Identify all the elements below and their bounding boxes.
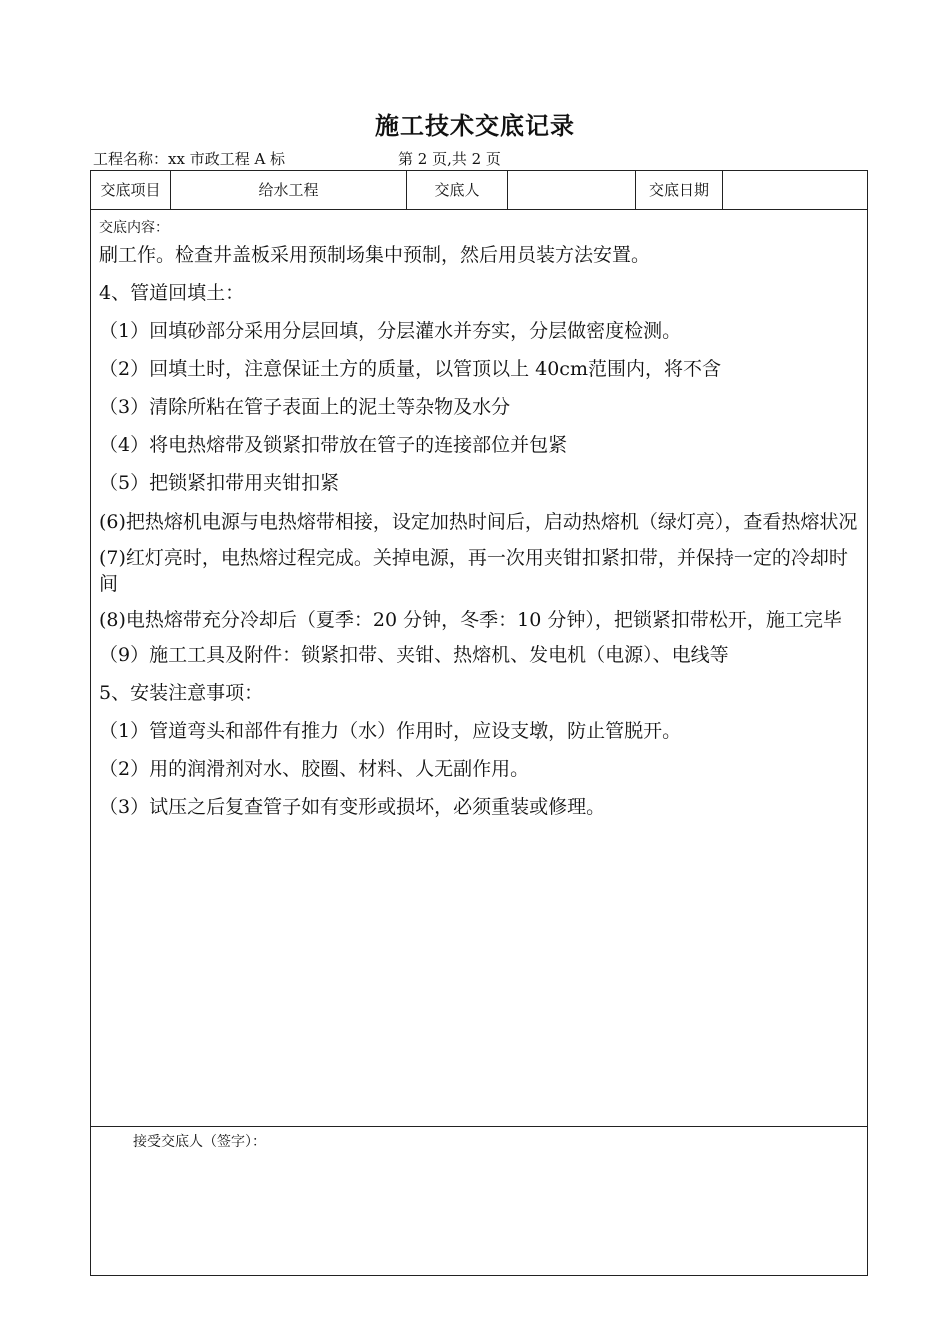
content-line: （1）管道弯头和部件有推力（水）作用时，应设支墩，防止管脱开。 [99,720,682,742]
item-value: 给水工程 [171,171,407,209]
item-label: 交底项目 [91,171,171,209]
content-line: （4）将电热熔带及锁紧扣带放在管子的连接部位并包紧 [99,434,568,456]
content-line: （9）施工工具及附件：锁紧扣带、夹钳、热熔机、发电机（电源）、电线等 [99,644,729,666]
record-table [90,170,868,1276]
signature-label: 接受交底人（签字）： [133,1134,266,1150]
project-name: 工程名称：xx 市政工程 A 标 [93,150,286,168]
signature-area [91,1126,867,1277]
content-label: 交底内容： [99,220,169,236]
person-label: 交底人 [407,171,508,209]
content-line: （3）试压之后复查管子如有变形或损坏，必须重装或修理。 [99,796,606,818]
content-line: 4、管道回填土： [99,282,245,304]
content-line: 刷工作。检查井盖板采用预制场集中预制，然后用员装方法安置。 [99,244,651,266]
content-line: （2）回填土时，注意保证土方的质量，以管顶以上 40cm范围内，将不含 [99,358,721,380]
content-line: 5、安装注意事项： [99,682,264,704]
content-line: （1）回填砂部分采用分层回填，分层灌水并夯实，分层做密度检测。 [99,320,682,342]
content-line: (6)把热熔机电源与电热熔带相接，设定加热时间后，启动热熔机（绿灯亮），查看热熔状况 [99,511,858,533]
date-value [723,171,867,209]
document-title: 施工技术交底记录 [375,111,575,140]
content-line: (8)电热熔带充分冷却后（夏季：20 分钟，冬季：10 分钟），把锁紧扣带松开，施工完毕 [99,609,842,631]
content-line: (7)红灯亮时，电热熔过程完成。关掉电源，再一次用夹钳扣紧扣带，并保持一定的冷却时间 [99,547,848,595]
content-body [99,243,861,833]
date-label: 交底日期 [636,171,723,209]
page-indicator: 第 2 页,共 2 页 [398,150,501,168]
content-line: （2）用的润滑剂对水、胶圈、材料、人无副作用。 [99,758,530,780]
content-line: （3）清除所粘在管子表面上的泥土等杂物及水分 [99,396,511,418]
content-line: （5）把锁紧扣带用夹钳扣紧 [99,472,340,494]
header-row [91,171,867,210]
person-value [508,171,636,209]
